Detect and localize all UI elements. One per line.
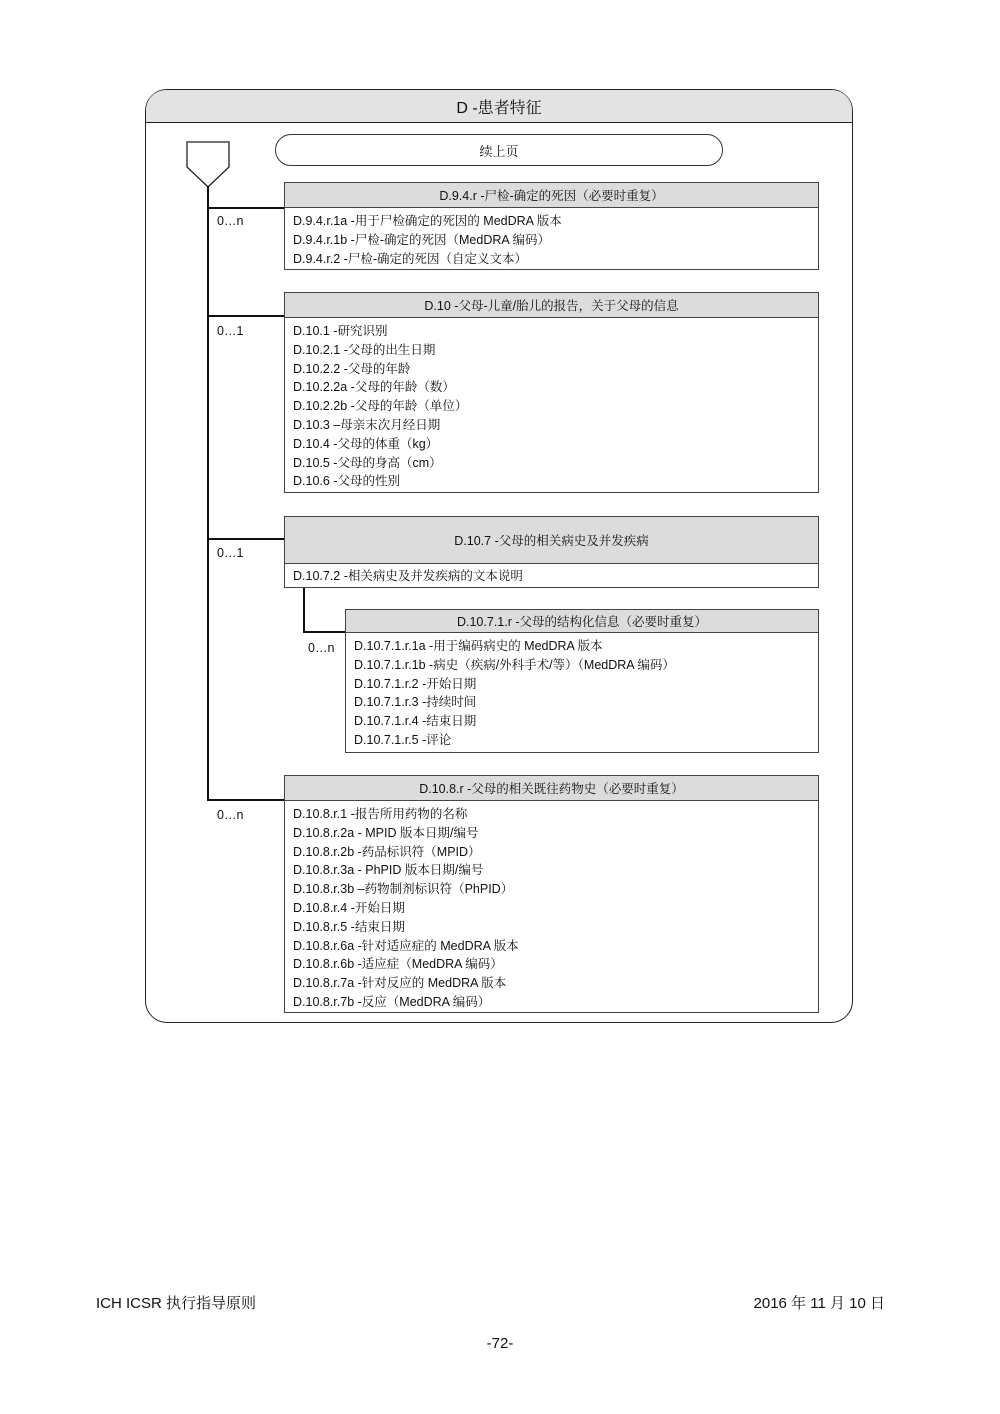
cardinality-label: 0…n	[217, 214, 244, 228]
list-item: D.10.7.1.r.5 -评论	[354, 732, 452, 747]
list-item: D.10.8.r.3a - PhPID 版本日期/编号	[293, 863, 484, 878]
list-item: D.10.8.r.2a - MPID 版本日期/编号	[293, 825, 479, 840]
list-item: D.10.7.1.r.4 -结束日期	[354, 714, 477, 729]
list-item: D.9.4.r.1b -尸检-确定的死因（MedDRA 编码）	[293, 232, 550, 247]
block-header: D.10.8.r -父母的相关既往药物史（必要时重复）	[285, 776, 818, 801]
section-title: D -患者特征	[146, 90, 852, 123]
list-item: D.10.1 -研究识别	[293, 324, 388, 338]
list-item: D.9.4.r.2 -尸检-确定的死因（自定义文本）	[293, 251, 528, 266]
list-item: D.10.8.r.3b –药物制剂标识符（PhPID）	[293, 882, 514, 897]
cardinality-label: 0…1	[217, 324, 244, 338]
block-header: D.10 -父母-儿童/胎儿的报告，关于父母的信息	[285, 293, 818, 318]
connector-line	[207, 315, 284, 317]
list-item: D.10.8.r.1 -报告所用药物的名称	[293, 807, 468, 821]
block-header: D.9.4.r -尸检-确定的死因（必要时重复）	[285, 183, 818, 208]
page-number: -72-	[486, 1335, 514, 1352]
connector-line	[207, 207, 284, 209]
element-block-d108r	[284, 775, 819, 1013]
list-item: D.10.2.2b -父母的年龄（单位）	[293, 399, 468, 414]
list-item: D.10.8.r.2b -药品标识符（MPID）	[293, 844, 481, 859]
list-item: D.10.6 -父母的性别	[293, 474, 400, 489]
list-item: D.10.8.r.6b -适应症（MedDRA 编码）	[293, 957, 503, 972]
block-header: D.10.7.1.r -父母的结构化信息（必要时重复）	[346, 610, 818, 633]
block-header: D.10.7 -父母的相关病史及并发疾病	[285, 517, 818, 564]
list-item: D.10.8.r.5 -结束日期	[293, 919, 405, 934]
list-item: D.10.7.1.r.3 -持续时间	[354, 695, 477, 710]
list-item: D.10.4 -父母的体重（kg）	[293, 436, 439, 451]
connector-line	[207, 799, 284, 801]
element-block-d94r	[284, 182, 819, 270]
list-item: D.10.8.r.4 -开始日期	[293, 900, 405, 915]
list-item: D.10.2.1 -父母的出生日期	[293, 342, 436, 357]
tree-trunk-line	[207, 186, 209, 800]
list-item: D.10.7.1.r.2 -开始日期	[354, 676, 477, 691]
sub-branch-line	[303, 587, 305, 633]
element-block-d1071r	[345, 609, 819, 753]
list-item: D.10.5 -父母的身高（cm）	[293, 455, 442, 470]
list-item: D.10.2.2a -父母的年龄（数）	[293, 380, 455, 395]
list-item: D.10.7.1.r.1a -用于编码病史的 MedDRA 版本	[354, 639, 603, 653]
element-block-d107	[284, 516, 819, 588]
footer-document-title: ICH ICSR 执行指导原则	[96, 1295, 257, 1312]
connector-shield-icon	[186, 141, 230, 189]
element-block-d10	[284, 292, 819, 493]
cardinality-label: 0…n	[217, 808, 244, 822]
list-item: D.9.4.r.1a -用于尸检确定的死因的 MedDRA 版本	[293, 214, 562, 228]
list-item: D.10.2.2 -父母的年龄	[293, 361, 411, 376]
list-item: D.10.8.r.7a -针对反应的 MedDRA 版本	[293, 976, 507, 991]
continued-label: 续上页	[275, 134, 723, 166]
cardinality-label: 0…1	[217, 546, 244, 560]
list-item: D.10.8.r.6a -针对适应症的 MedDRA 版本	[293, 938, 519, 953]
list-item: D.10.7.1.r.1b -病史（疾病/外科手术/等）（MedDRA 编码）	[354, 657, 675, 672]
list-item: D.10.3 –母亲末次月经日期	[293, 417, 441, 432]
sub-connector-line	[303, 631, 345, 633]
cardinality-label: 0…n	[308, 641, 335, 655]
footer-date: 2016 年 11 月 10 日	[753, 1295, 885, 1312]
connector-line	[207, 538, 284, 540]
list-item: D.10.8.r.7b -反应（MedDRA 编码）	[293, 994, 491, 1009]
list-item: D.10.7.2 -相关病史及并发疾病的文本说明	[293, 569, 523, 583]
